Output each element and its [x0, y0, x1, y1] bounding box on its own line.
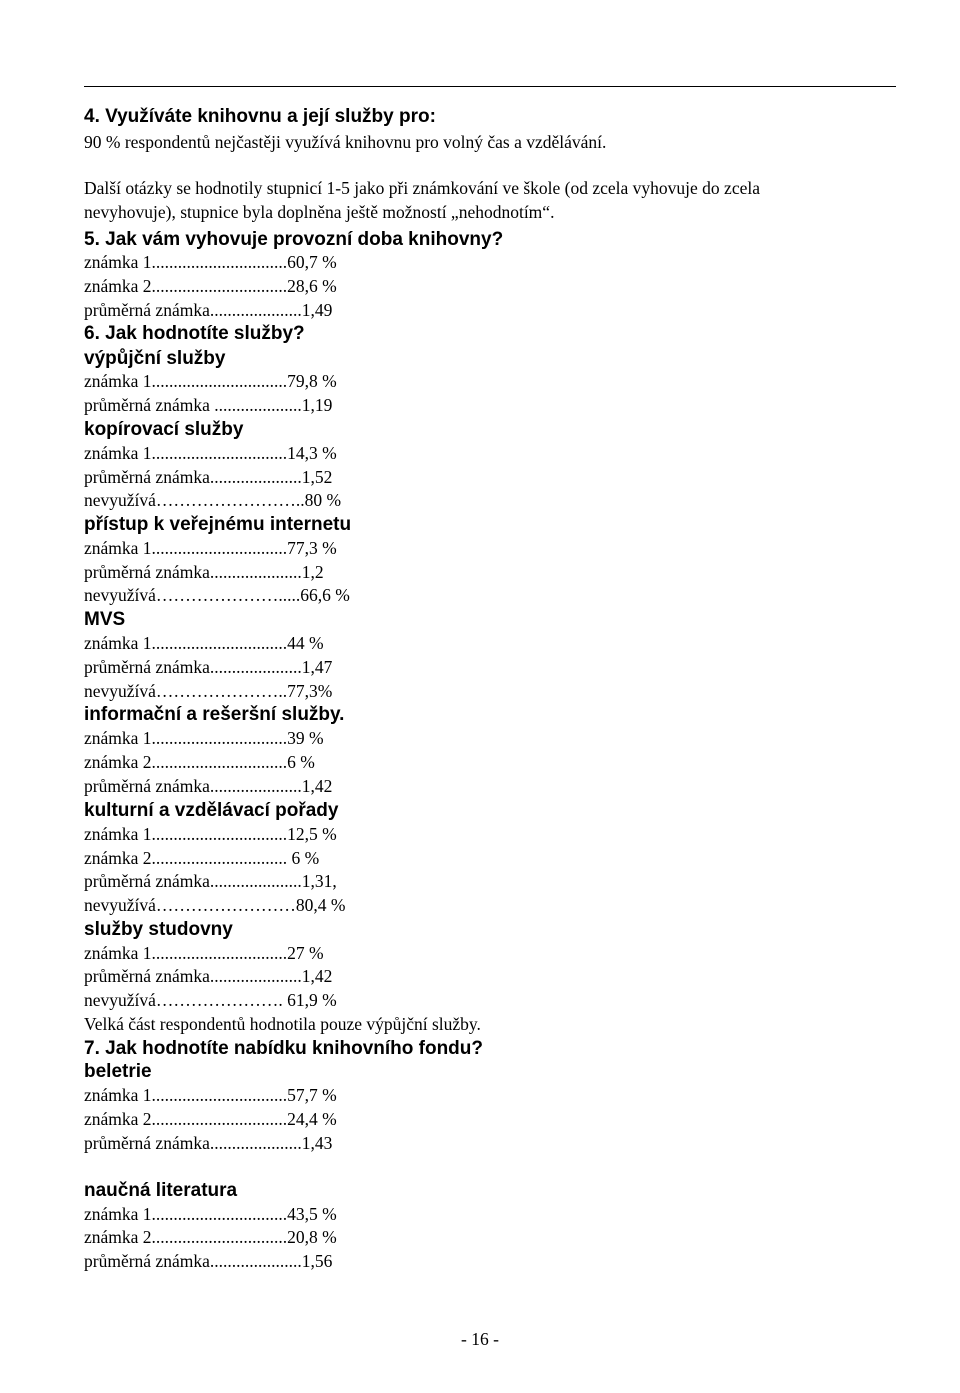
text-line: známka 1...............................39 %: [84, 728, 324, 748]
text-line: nevyužívá………………….....66,6 %: [84, 585, 350, 605]
heading-line: přístup k veřejnému internetu: [84, 514, 352, 535]
heading-line: kopírovací služby: [84, 419, 244, 440]
heading-line: beletrie: [84, 1061, 152, 1082]
text-line: známka 1...............................44 %: [84, 633, 324, 653]
text-line: nevyužívá…………………. 61,9 %: [84, 990, 337, 1010]
text-line: známka 2...............................6 %: [84, 752, 315, 772]
text-line: průměrná známka.....................1,47: [84, 657, 333, 677]
text-line: průměrná známka.....................1,49: [84, 300, 333, 320]
text-line: průměrná známka.....................1,43: [84, 1133, 333, 1153]
page-number: - 16 -: [461, 1329, 499, 1349]
text-line: nevyužívá……………………80,4 %: [84, 895, 346, 915]
heading-line: MVS: [84, 609, 126, 630]
heading-line: 6. Jak hodnotíte služby?: [84, 323, 305, 344]
text-line: známka 2............................... 6 %: [84, 848, 320, 868]
text-line: známka 1...............................43,5 %: [84, 1204, 337, 1224]
text-line: nevyhovuje), stupnice byla doplněna ještě možností „nehodnotím“.: [84, 202, 555, 222]
text-line: průměrná známka.....................1,42: [84, 776, 333, 796]
text-line: známka 1...............................12,5 %: [84, 824, 337, 844]
heading-line: naučná literatura: [84, 1180, 238, 1201]
text-line: známka 1...............................60,7 %: [84, 252, 337, 272]
text-line: známka 1...............................79,8 %: [84, 371, 337, 391]
text-line: známka 2...............................20,8 %: [84, 1227, 337, 1247]
text-line: známka 1...............................57,7 %: [84, 1085, 337, 1105]
text-line: průměrná známka.....................1,42: [84, 966, 333, 986]
text-line: nevyužívá……………………..80 %: [84, 490, 342, 510]
heading-line: 5. Jak vám vyhovuje provozní doba knihovny?: [84, 229, 504, 250]
top-rule: [84, 86, 896, 87]
text-line: průměrná známka ....................1,19: [84, 395, 333, 415]
text-line: průměrná známka.....................1,31,: [84, 871, 337, 891]
text-line: Velká část respondentů hodnotila pouze výpůjční služby.: [84, 1014, 481, 1034]
text-line: 90 % respondentů nejčastěji využívá knihovnu pro volný čas a vzdělávání.: [84, 132, 607, 152]
text-line: Další otázky se hodnotily stupnicí 1-5 jako při známkování ve škole (od zcela vyhovuje do zcela: [84, 178, 760, 198]
text-line: známka 2...............................28,6 %: [84, 276, 337, 296]
heading-line: 4. Využíváte knihovnu a její služby pro:: [84, 106, 436, 127]
text-line: průměrná známka.....................1,52: [84, 467, 333, 487]
text-line: známka 2...............................24,4 %: [84, 1109, 337, 1129]
text-line: průměrná známka.....................1,56: [84, 1251, 333, 1271]
text-line: známka 1...............................27 %: [84, 943, 324, 963]
heading-line: služby studovny: [84, 919, 233, 940]
text-line: nevyužívá…………………..77,3%: [84, 681, 333, 701]
heading-line: informační a rešeršní služby.: [84, 704, 345, 725]
text-line: průměrná známka.....................1,2: [84, 562, 324, 582]
text-line: známka 1...............................14,3 %: [84, 443, 337, 463]
heading-line: 7. Jak hodnotíte nabídku knihovního fondu?: [84, 1038, 483, 1059]
text-line: známka 1...............................77,3 %: [84, 538, 337, 558]
heading-line: kulturní a vzdělávací pořady: [84, 800, 339, 821]
heading-line: výpůjční služby: [84, 348, 226, 369]
